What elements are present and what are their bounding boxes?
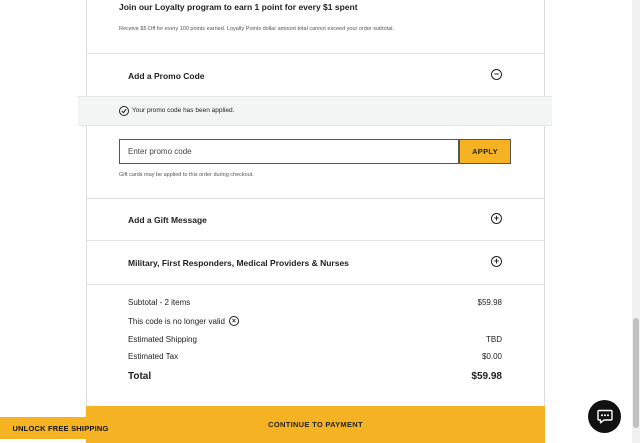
apply-promo-button[interactable]: APPLY	[459, 139, 511, 164]
total-label: Total	[128, 371, 152, 382]
divider	[86, 240, 545, 241]
divider	[86, 53, 545, 54]
loyalty-title: Join our Loyalty program to earn 1 point for every $1 spent	[119, 2, 358, 12]
continue-to-payment-button[interactable]: CONTINUE TO PAYMENT	[86, 406, 545, 443]
chat-button[interactable]	[588, 400, 621, 433]
promo-applied-message: Your promo code has been applied.	[132, 107, 235, 114]
chat-bubble-icon	[597, 409, 613, 424]
expand-gift-message-icon[interactable]: +	[491, 213, 502, 224]
tax-label: Estimated Tax	[128, 352, 179, 361]
military-discount-title[interactable]: Military, First Responders, Medical Providers & Nurses	[128, 258, 349, 268]
collapse-promo-icon[interactable]: −	[491, 69, 502, 80]
divider	[86, 284, 545, 285]
shipping-label: Estimated Shipping	[128, 335, 197, 344]
subtotal-value: $59.98	[477, 298, 502, 307]
promo-section-title[interactable]: Add a Promo Code	[128, 71, 205, 81]
subtotal-label: Subtotal - 2 items	[128, 298, 191, 307]
promo-code-input[interactable]	[119, 139, 459, 164]
loyalty-note: Receive $5 Off for every 100 points earned. Loyalty Points dollar amount total cannot exceed your order subtotal.	[119, 26, 395, 32]
close-circle-icon[interactable]: ×	[229, 316, 239, 326]
divider	[86, 198, 545, 199]
scrollbar-thumb[interactable]	[633, 318, 639, 428]
page-scrollbar[interactable]	[632, 0, 640, 443]
gift-message-title[interactable]: Add a Gift Message	[128, 215, 207, 225]
invalid-code-row	[128, 316, 239, 326]
gift-card-note: Gift cards may be applied to this order during checkout.	[119, 172, 254, 178]
tax-value: $0.00	[481, 352, 502, 361]
shipping-value: TBD	[486, 335, 502, 344]
total-value: $59.98	[471, 371, 502, 382]
expand-military-discount-icon[interactable]: +	[491, 256, 502, 267]
invalid-code-text: This code is no longer valid	[128, 316, 225, 326]
unlock-free-shipping-badge[interactable]: UNLOCK FREE SHIPPING	[0, 417, 121, 439]
check-circle-icon	[119, 106, 129, 116]
